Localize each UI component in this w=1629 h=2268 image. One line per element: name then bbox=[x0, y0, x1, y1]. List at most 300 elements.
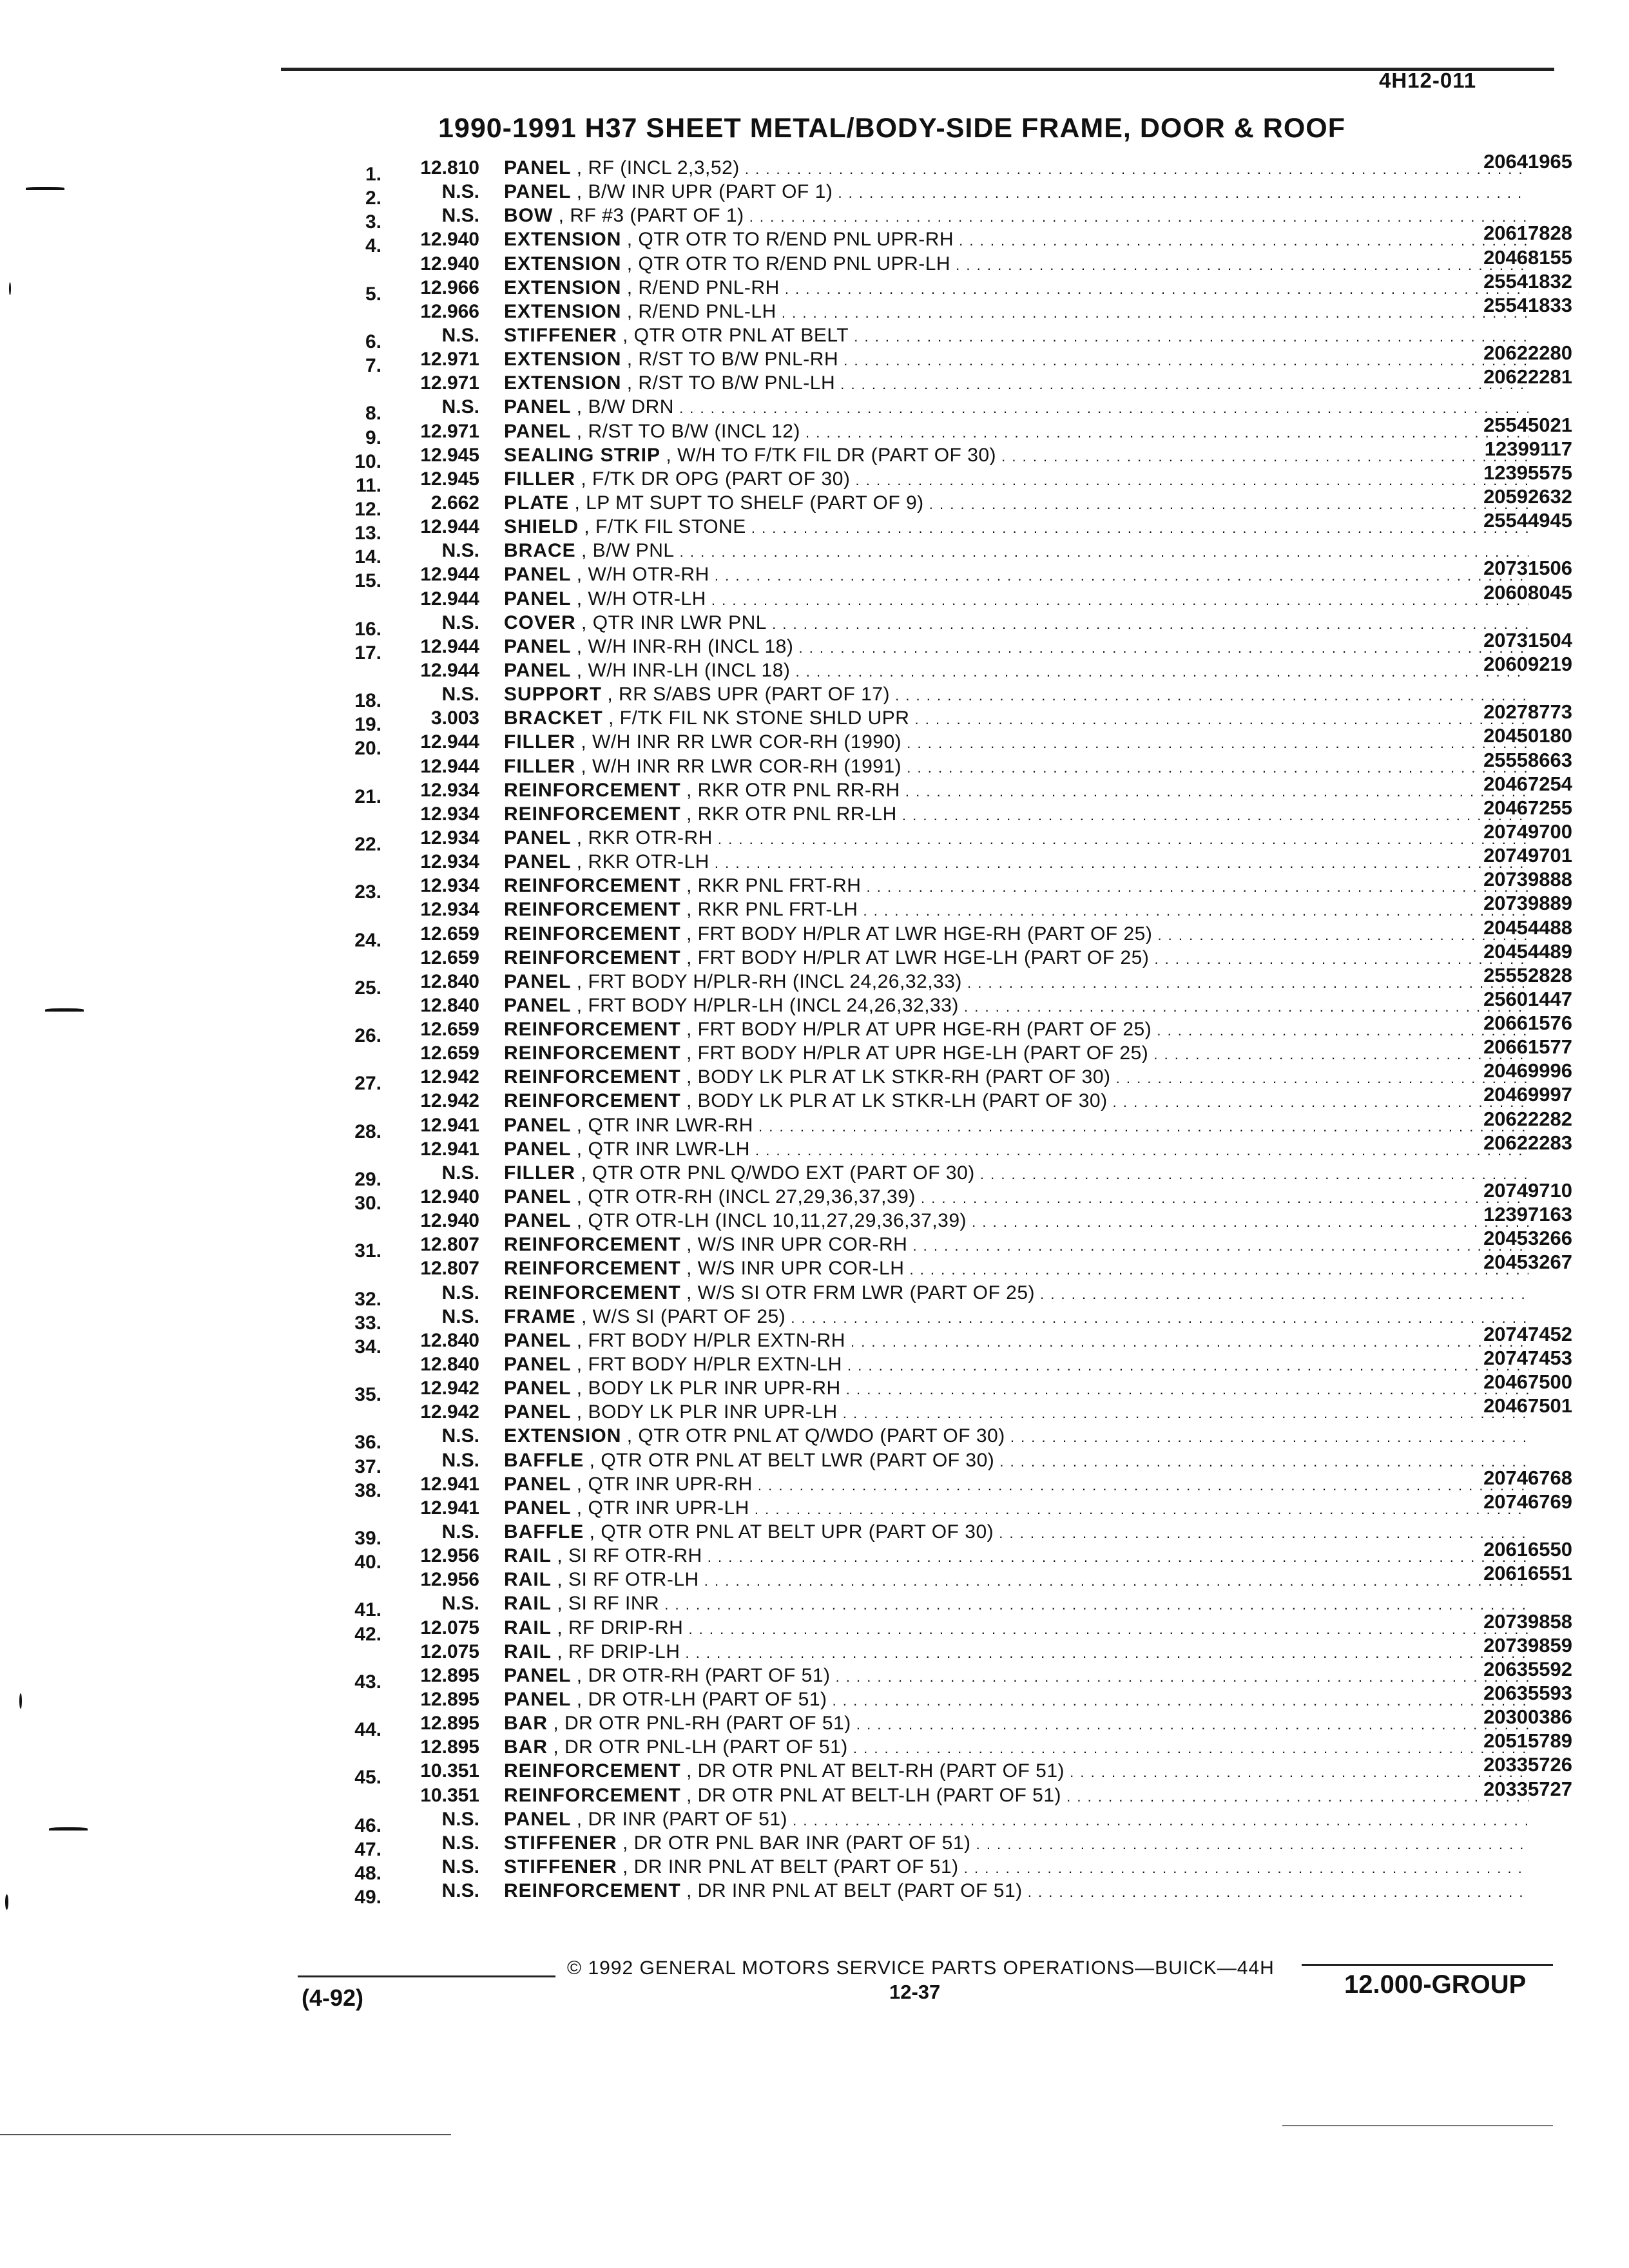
illustration-code: 12.956 bbox=[420, 1569, 479, 1591]
binding-mark bbox=[19, 1693, 22, 1709]
part-detail: , B/W INR UPR (PART OF 1) bbox=[576, 181, 833, 203]
item-number: 12. bbox=[354, 498, 381, 520]
illustration-code: 12.840 bbox=[420, 994, 479, 1016]
part-description bbox=[504, 1448, 1528, 1474]
part-name: REINFORCEMENT bbox=[504, 1066, 681, 1088]
part-description bbox=[504, 156, 1528, 181]
list-item bbox=[322, 1831, 1572, 1860]
part-number: 25552828 bbox=[1483, 963, 1572, 986]
part-description bbox=[504, 1400, 1528, 1425]
part-detail: , FRT BODY H/PLR-LH (INCL 24,26,32,33) bbox=[576, 994, 959, 1016]
part-description bbox=[504, 1640, 1528, 1665]
part-detail: , DR OTR PNL-RH (PART OF 51) bbox=[553, 1713, 851, 1735]
part-name: BRACE bbox=[504, 540, 576, 562]
copyright-line: © 1992 GENERAL MOTORS SERVICE PARTS OPERATIONS—BUICK—44H bbox=[567, 1957, 1275, 1979]
part-number: 20335727 bbox=[1483, 1777, 1572, 1800]
part-detail: , W/S SI (PART OF 25) bbox=[581, 1305, 786, 1327]
part-name: PANEL bbox=[504, 588, 572, 610]
part-name: PANEL bbox=[504, 1354, 572, 1376]
illustration-code: 12.944 bbox=[420, 635, 479, 657]
part-name: PANEL bbox=[504, 851, 572, 873]
part-number: 20747452 bbox=[1483, 1322, 1572, 1345]
part-number: 20609219 bbox=[1483, 652, 1572, 675]
illustration-code: N.S. bbox=[441, 324, 479, 346]
item-number: 13. bbox=[354, 523, 381, 544]
list-item bbox=[322, 539, 1572, 568]
part-description bbox=[504, 730, 1528, 755]
part-description bbox=[504, 635, 1528, 660]
item-number: 36. bbox=[354, 1432, 381, 1454]
part-name: PANEL bbox=[504, 994, 572, 1016]
part-description bbox=[504, 922, 1528, 947]
part-name: RAIL bbox=[504, 1617, 552, 1639]
part-detail: , FRT BODY H/PLR EXTN-LH bbox=[576, 1354, 842, 1376]
part-number: 25541832 bbox=[1483, 269, 1572, 293]
part-detail: , W/H INR-LH (INCL 18) bbox=[576, 659, 791, 681]
illustration-code: 12.895 bbox=[420, 1689, 479, 1710]
part-number: 20746768 bbox=[1483, 1466, 1572, 1489]
illustration-code: 12.940 bbox=[420, 253, 479, 274]
illustration-code: 12.941 bbox=[420, 1473, 479, 1495]
part-name: PANEL bbox=[504, 181, 572, 203]
part-description bbox=[504, 1305, 1528, 1330]
item-number: 43. bbox=[354, 1671, 381, 1693]
item-number: 46. bbox=[354, 1814, 381, 1836]
part-number: 20661577 bbox=[1483, 1035, 1572, 1059]
illustration-code: 12.956 bbox=[420, 1545, 479, 1567]
illustration-code: 12.934 bbox=[420, 827, 479, 849]
illustration-code: 12.971 bbox=[420, 420, 479, 442]
bottom-rule-right bbox=[1282, 2125, 1553, 2126]
part-description bbox=[504, 1233, 1528, 1258]
part-description bbox=[504, 252, 1528, 277]
part-description bbox=[504, 1137, 1528, 1162]
part-description bbox=[504, 1472, 1528, 1497]
part-name: EXTENSION bbox=[504, 372, 622, 394]
illustration-code: 2.662 bbox=[430, 492, 479, 514]
part-name: BOW bbox=[504, 205, 554, 227]
part-description bbox=[504, 1352, 1528, 1378]
part-number: 20641965 bbox=[1483, 150, 1572, 173]
item-number: 48. bbox=[354, 1862, 381, 1884]
part-description bbox=[504, 1424, 1528, 1449]
illustration-code: N.S. bbox=[441, 540, 479, 562]
part-number: 20746769 bbox=[1483, 1490, 1572, 1513]
item-number: 1. bbox=[365, 164, 381, 185]
item-number: 14. bbox=[354, 546, 381, 568]
part-detail: , SI RF OTR-RH bbox=[557, 1545, 702, 1567]
part-detail: , QTR OTR PNL AT BELT UPR (PART OF 30) bbox=[589, 1521, 994, 1543]
illustration-code: 12.940 bbox=[420, 1210, 479, 1232]
item-number: 45. bbox=[354, 1767, 381, 1789]
item-number: 16. bbox=[354, 618, 381, 640]
part-name: FILLER bbox=[504, 755, 575, 777]
item-number: 26. bbox=[354, 1025, 381, 1047]
part-detail: , R/ST TO B/W PNL-RH bbox=[626, 349, 839, 370]
part-name: PANEL bbox=[504, 1473, 572, 1495]
part-number: 20467255 bbox=[1483, 796, 1572, 819]
parts-list bbox=[322, 150, 1572, 1908]
list-item bbox=[322, 437, 1572, 472]
part-name: BAR bbox=[504, 1713, 548, 1735]
part-number: 20731506 bbox=[1483, 557, 1572, 580]
part-name: EXTENSION bbox=[504, 276, 622, 298]
illustration-code: 12.944 bbox=[420, 516, 479, 538]
part-description bbox=[504, 994, 1528, 1019]
part-description bbox=[504, 443, 1528, 468]
illustration-code: N.S. bbox=[441, 611, 479, 633]
part-name: PANEL bbox=[504, 157, 572, 178]
part-number: 20749710 bbox=[1483, 1179, 1572, 1202]
part-description bbox=[504, 1831, 1528, 1856]
part-detail: , DR OTR PNL AT BELT-LH (PART OF 51) bbox=[686, 1784, 1062, 1806]
part-description bbox=[504, 1209, 1528, 1234]
part-detail: , QTR INR UPR-RH bbox=[576, 1473, 753, 1495]
part-detail: , W/H TO F/TK FIL DR (PART OF 30) bbox=[666, 444, 997, 466]
part-detail: , FRT BODY H/PLR-RH (INCL 24,26,32,33) bbox=[576, 970, 962, 992]
part-description bbox=[504, 1664, 1528, 1689]
part-name: RAIL bbox=[504, 1545, 552, 1567]
item-number: 2. bbox=[365, 187, 381, 209]
list-item bbox=[322, 323, 1572, 352]
part-number: 20454489 bbox=[1483, 939, 1572, 963]
part-description bbox=[504, 539, 1528, 564]
part-number: 20300386 bbox=[1483, 1706, 1572, 1729]
part-description bbox=[504, 587, 1528, 612]
part-number: 20622280 bbox=[1483, 341, 1572, 365]
illustration-code: 12.944 bbox=[420, 588, 479, 610]
part-description bbox=[504, 491, 1528, 516]
part-detail: , R/END PNL-LH bbox=[626, 300, 776, 322]
item-number: 19. bbox=[354, 714, 381, 736]
illustration-code: 12.944 bbox=[420, 755, 479, 777]
part-detail: , FRT BODY H/PLR EXTN-RH bbox=[576, 1329, 845, 1351]
part-name: PANEL bbox=[504, 1689, 572, 1710]
part-name: PANEL bbox=[504, 1138, 572, 1160]
item-number: 41. bbox=[354, 1599, 381, 1621]
part-name: FILLER bbox=[504, 468, 575, 490]
part-description bbox=[504, 395, 1528, 420]
part-description bbox=[504, 658, 1528, 684]
part-detail: , QTR OTR PNL AT BELT bbox=[622, 324, 849, 346]
illustration-code: 12.971 bbox=[420, 372, 479, 394]
part-number: 12399117 bbox=[1484, 437, 1572, 460]
part-description bbox=[504, 1065, 1528, 1090]
part-detail: , BODY LK PLR INR UPR-LH bbox=[576, 1401, 838, 1423]
item-number: 20. bbox=[354, 738, 381, 760]
illustration-code: 12.934 bbox=[420, 779, 479, 801]
part-detail: , F/TK DR OPG (PART OF 30) bbox=[581, 468, 851, 490]
part-description bbox=[504, 1879, 1528, 1904]
illustration-code: N.S. bbox=[441, 1449, 479, 1471]
part-description bbox=[504, 946, 1528, 971]
part-number: 25601447 bbox=[1483, 987, 1572, 1010]
illustration-code: N.S. bbox=[441, 1808, 479, 1830]
group-label: 12.000-GROUP bbox=[1344, 1970, 1527, 1999]
illustration-code: 12.942 bbox=[420, 1401, 479, 1423]
part-detail: , DR OTR-RH (PART OF 51) bbox=[576, 1664, 831, 1686]
illustration-code: N.S. bbox=[441, 1162, 479, 1184]
part-name: REINFORCEMENT bbox=[504, 1760, 681, 1782]
illustration-code: 12.966 bbox=[420, 300, 479, 322]
part-description bbox=[504, 754, 1528, 780]
part-name: PANEL bbox=[504, 396, 572, 418]
part-detail: , RKR OTR PNL RR-RH bbox=[686, 779, 900, 801]
item-number: 27. bbox=[354, 1073, 381, 1095]
illustration-code: 12.934 bbox=[420, 851, 479, 873]
illustration-code: 12.945 bbox=[420, 444, 479, 466]
part-name: PANEL bbox=[504, 1401, 572, 1423]
part-name: REINFORCEMENT bbox=[504, 1019, 681, 1041]
part-name: PANEL bbox=[504, 1114, 572, 1136]
list-item bbox=[322, 1807, 1572, 1836]
illustration-code: 12.942 bbox=[420, 1378, 479, 1399]
part-number: 20616551 bbox=[1483, 1562, 1572, 1585]
page-number: 12-37 bbox=[889, 1981, 941, 2003]
part-description bbox=[504, 562, 1528, 588]
part-description bbox=[504, 1544, 1528, 1569]
item-number: 40. bbox=[354, 1552, 381, 1573]
part-number: 20739889 bbox=[1483, 892, 1572, 915]
part-description bbox=[504, 1281, 1528, 1306]
item-number: 47. bbox=[354, 1838, 381, 1860]
part-name: REINFORCEMENT bbox=[504, 1880, 681, 1902]
item-number: 30. bbox=[354, 1193, 381, 1215]
list-item bbox=[322, 1879, 1572, 1908]
part-name: PANEL bbox=[504, 564, 572, 586]
part-name: PANEL bbox=[504, 970, 572, 992]
illustration-code: N.S. bbox=[441, 1880, 479, 1902]
part-detail: , QTR INR LWR-LH bbox=[576, 1138, 750, 1160]
part-number: 20335726 bbox=[1483, 1753, 1572, 1776]
illustration-code: N.S. bbox=[441, 1832, 479, 1854]
part-description bbox=[504, 802, 1528, 827]
part-detail: , QTR INR UPR-LH bbox=[576, 1497, 749, 1519]
part-number: 20592632 bbox=[1483, 485, 1572, 508]
part-description bbox=[504, 1185, 1528, 1210]
part-description bbox=[504, 276, 1528, 301]
part-name: BAFFLE bbox=[504, 1449, 584, 1471]
part-name: SUPPORT bbox=[504, 684, 602, 706]
list-item bbox=[322, 413, 1572, 448]
illustration-code: N.S. bbox=[441, 1521, 479, 1543]
part-name: EXTENSION bbox=[504, 229, 622, 251]
list-item bbox=[322, 180, 1572, 209]
illustration-code: 12.934 bbox=[420, 899, 479, 921]
item-number: 25. bbox=[354, 977, 381, 999]
part-number: 20661576 bbox=[1483, 1012, 1572, 1035]
part-description bbox=[504, 1496, 1528, 1521]
illustration-code: 12.934 bbox=[420, 875, 479, 897]
item-number: 31. bbox=[354, 1240, 381, 1262]
illustration-code: N.S. bbox=[441, 205, 479, 227]
item-number: 8. bbox=[365, 403, 381, 425]
item-number: 33. bbox=[354, 1312, 381, 1334]
item-number: 6. bbox=[365, 331, 381, 352]
illustration-code: 12.659 bbox=[420, 1043, 479, 1064]
illustration-code: 12.944 bbox=[420, 659, 479, 681]
part-name: REINFORCEMENT bbox=[504, 803, 681, 825]
part-detail: , W/H OTR-RH bbox=[576, 564, 709, 586]
part-detail: , R/END PNL-RH bbox=[626, 276, 780, 298]
part-description bbox=[504, 204, 1528, 229]
part-detail: , QTR OTR PNL AT Q/WDO (PART OF 30) bbox=[626, 1425, 1005, 1447]
illustration-code: 12.945 bbox=[420, 468, 479, 490]
part-number: 20749700 bbox=[1483, 820, 1572, 843]
part-number: 25544945 bbox=[1483, 509, 1572, 532]
part-number: 20622281 bbox=[1483, 365, 1572, 389]
part-name: REINFORCEMENT bbox=[504, 875, 681, 897]
part-detail: , RF (INCL 2,3,52) bbox=[576, 157, 740, 178]
part-description bbox=[504, 1017, 1528, 1043]
part-description bbox=[504, 1783, 1528, 1809]
list-item bbox=[322, 1131, 1572, 1161]
illustration-code: 12.941 bbox=[420, 1114, 479, 1136]
part-description bbox=[504, 1759, 1528, 1784]
item-number: 3. bbox=[365, 211, 381, 233]
item-number: 7. bbox=[365, 355, 381, 377]
part-name: BRACKET bbox=[504, 707, 603, 729]
part-detail: , QTR OTR TO R/END PNL UPR-LH bbox=[626, 253, 951, 274]
part-name: PANEL bbox=[504, 1497, 572, 1519]
part-description bbox=[504, 1687, 1528, 1713]
illustration-code: 12.840 bbox=[420, 1354, 479, 1376]
binding-mark bbox=[45, 1008, 84, 1012]
part-description bbox=[504, 300, 1528, 325]
list-item bbox=[322, 1591, 1572, 1621]
illustration-code: 12.944 bbox=[420, 731, 479, 753]
part-detail: , RKR OTR PNL RR-LH bbox=[686, 803, 897, 825]
item-number: 10. bbox=[354, 450, 381, 472]
part-description bbox=[504, 227, 1528, 253]
list-item bbox=[322, 1161, 1572, 1190]
item-number: 32. bbox=[354, 1288, 381, 1310]
part-detail: , W/H OTR-LH bbox=[576, 588, 706, 610]
part-description bbox=[504, 706, 1528, 731]
part-description bbox=[504, 180, 1528, 205]
part-detail: , QTR INR LWR PNL bbox=[581, 611, 767, 633]
part-detail: , RKR PNL FRT-RH bbox=[686, 875, 862, 897]
part-detail: , QTR INR LWR-RH bbox=[576, 1114, 753, 1136]
part-detail: , FRT BODY H/PLR AT LWR HGE-RH (PART OF 25) bbox=[686, 923, 1153, 945]
part-name: PANEL bbox=[504, 1210, 572, 1232]
part-name: BAFFLE bbox=[504, 1521, 584, 1543]
part-name: REINFORCEMENT bbox=[504, 899, 681, 921]
part-number: 25541833 bbox=[1483, 293, 1572, 316]
footer-rule-right bbox=[1302, 1964, 1553, 1966]
part-detail: , BODY LK PLR INR UPR-RH bbox=[576, 1378, 841, 1399]
item-number: 15. bbox=[354, 570, 381, 592]
part-description bbox=[504, 323, 1528, 349]
part-detail: , DR OTR-LH (PART OF 51) bbox=[576, 1689, 827, 1710]
part-description bbox=[504, 970, 1528, 995]
illustration-code: 12.895 bbox=[420, 1713, 479, 1735]
part-name: RAIL bbox=[504, 1593, 552, 1615]
part-name: REINFORCEMENT bbox=[504, 1043, 681, 1064]
item-number: 4. bbox=[365, 235, 381, 257]
list-item bbox=[322, 204, 1572, 233]
part-number: 20747453 bbox=[1483, 1347, 1572, 1370]
part-detail: , FRT BODY H/PLR AT UPR HGE-LH (PART OF 25) bbox=[686, 1043, 1149, 1064]
part-name: PANEL bbox=[504, 659, 572, 681]
item-number: 23. bbox=[354, 881, 381, 903]
part-number: 20739888 bbox=[1483, 868, 1572, 891]
part-name: PANEL bbox=[504, 827, 572, 849]
part-name: REINFORCEMENT bbox=[504, 1282, 681, 1303]
part-name: REINFORCEMENT bbox=[504, 947, 681, 968]
part-name: RAIL bbox=[504, 1640, 552, 1662]
part-detail: , DR OTR PNL-LH (PART OF 51) bbox=[553, 1736, 848, 1758]
part-description bbox=[504, 682, 1528, 707]
part-detail: , B/W PNL bbox=[581, 540, 675, 562]
part-number: 20467501 bbox=[1483, 1394, 1572, 1418]
illustration-code: 12.075 bbox=[420, 1617, 479, 1639]
illustration-code: 12.659 bbox=[420, 947, 479, 968]
part-name: REINFORCEMENT bbox=[504, 923, 681, 945]
part-number: 20739859 bbox=[1483, 1633, 1572, 1657]
part-detail: , W/H INR RR LWR COR-RH (1991) bbox=[581, 755, 902, 777]
illustration-code: N.S. bbox=[441, 1305, 479, 1327]
part-number: 20467500 bbox=[1483, 1370, 1572, 1394]
illustration-code: 12.966 bbox=[420, 276, 479, 298]
illustration-code: N.S. bbox=[441, 1856, 479, 1878]
list-item bbox=[322, 772, 1572, 807]
part-description bbox=[504, 1329, 1528, 1354]
part-name: EXTENSION bbox=[504, 253, 622, 274]
item-number: 21. bbox=[354, 785, 381, 807]
part-name: STIFFENER bbox=[504, 324, 617, 346]
part-number: 20617828 bbox=[1483, 222, 1572, 245]
part-number: 20453267 bbox=[1483, 1251, 1572, 1274]
part-number: 20453266 bbox=[1483, 1227, 1572, 1250]
bottom-rule bbox=[0, 2134, 451, 2135]
part-name: PANEL bbox=[504, 1378, 572, 1399]
illustration-code: 10.351 bbox=[420, 1784, 479, 1806]
part-detail: , SI RF OTR-LH bbox=[557, 1569, 699, 1591]
part-name: STIFFENER bbox=[504, 1856, 617, 1878]
part-name: FILLER bbox=[504, 1162, 575, 1184]
part-description bbox=[504, 898, 1528, 923]
part-name: PANEL bbox=[504, 635, 572, 657]
item-number: 18. bbox=[354, 690, 381, 712]
illustration-code: 12.940 bbox=[420, 229, 479, 251]
part-name: REINFORCEMENT bbox=[504, 1258, 681, 1280]
part-description bbox=[504, 515, 1528, 540]
part-detail: , QTR OTR PNL AT BELT LWR (PART OF 30) bbox=[589, 1449, 995, 1471]
part-description bbox=[504, 778, 1528, 803]
part-description bbox=[504, 611, 1528, 636]
list-item bbox=[322, 1424, 1572, 1454]
illustration-code: N.S. bbox=[441, 181, 479, 203]
part-detail: , B/W DRN bbox=[576, 396, 674, 418]
illustration-code: 12.941 bbox=[420, 1497, 479, 1519]
part-detail: , QTR OTR-RH (INCL 27,29,36,37,39) bbox=[576, 1186, 916, 1208]
item-number: 29. bbox=[354, 1168, 381, 1190]
part-description bbox=[504, 1807, 1528, 1832]
part-description bbox=[504, 1855, 1528, 1880]
illustration-code: 12.840 bbox=[420, 1329, 479, 1351]
part-name: EXTENSION bbox=[504, 1425, 622, 1447]
part-detail: , DR INR PNL AT BELT (PART OF 51) bbox=[622, 1856, 959, 1878]
part-name: FRAME bbox=[504, 1305, 576, 1327]
illustration-code: 12.895 bbox=[420, 1664, 479, 1686]
list-item bbox=[322, 1855, 1572, 1884]
part-name: BAR bbox=[504, 1736, 548, 1758]
part-detail: , QTR OTR PNL Q/WDO EXT (PART OF 30) bbox=[581, 1162, 975, 1184]
part-number: 12397163 bbox=[1483, 1203, 1572, 1226]
revision-date: (4-92) bbox=[302, 1984, 364, 2011]
part-name: REINFORCEMENT bbox=[504, 779, 681, 801]
